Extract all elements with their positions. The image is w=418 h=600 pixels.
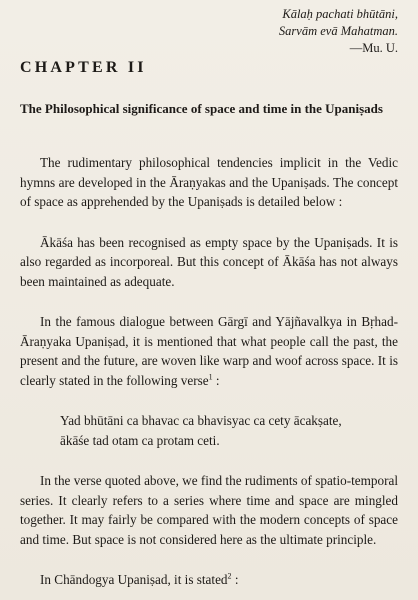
- epigraph-line-1: Kālaḥ pachati bhūtāni,: [282, 7, 398, 21]
- footnote-ref-1: 1: [208, 372, 213, 382]
- paragraph-4: In the verse quoted above, we find the rudiments of spatio-temporal series. It clearly refers to a series where time and space are mingled together. It may fairly be compared with the modern concepts of space and time. But space is not considered here as the ultimate principle.: [20, 473, 398, 547]
- verse-quote: [20, 411, 398, 450]
- epigraph-line-2: Sarvām evā Mahatman.: [278, 24, 398, 38]
- epigraph: [178, 6, 398, 57]
- paragraph-3-text: In the famous dialogue between Gārgī and Yājñavalkya in Bṛhad-Āraṇyaka Upaniṣad, it is mentioned that what people call the past, the present and the future, are woven like warp and woof across space. It is clearly stated in the following verse: [20, 314, 398, 388]
- paragraph-5-text: In Chāndogya Upaniṣad, it is stated: [40, 572, 228, 587]
- paragraph-3: [20, 312, 398, 390]
- verse-line-2: ākāśe tad otam ca protam ceti.: [60, 432, 220, 448]
- section-title: The Philosophical significance of space and time in the Upaniṣads: [20, 101, 383, 116]
- footnote-ref-2: 2: [227, 571, 232, 581]
- paragraph-5-tail: :: [231, 572, 239, 587]
- paragraph-1: The rudimentary philosophical tendencies implicit in the Vedic hymns are developed in the Āraṇyakas and the Upaniṣads. The concept of space as apprehended by the Upaniṣads is detailed below :: [20, 155, 398, 209]
- body-text: [20, 153, 398, 590]
- epigraph-source: —Mu. U.: [349, 41, 398, 55]
- paragraph-5: [20, 570, 398, 590]
- paragraph-3-tail: :: [212, 372, 220, 388]
- chapter-heading: CHAPTER II: [20, 59, 147, 76]
- paragraph-2: Ākāśa has been recognised as empty space by the Upaniṣads. It is also regarded as incorporeal. But this concept of Ākāśa has not always been maintained as adequate.: [20, 234, 398, 289]
- verse-line-1: Yad bhūtāni ca bhavac ca bhavisyac ca cety ācakṣate,: [60, 413, 342, 428]
